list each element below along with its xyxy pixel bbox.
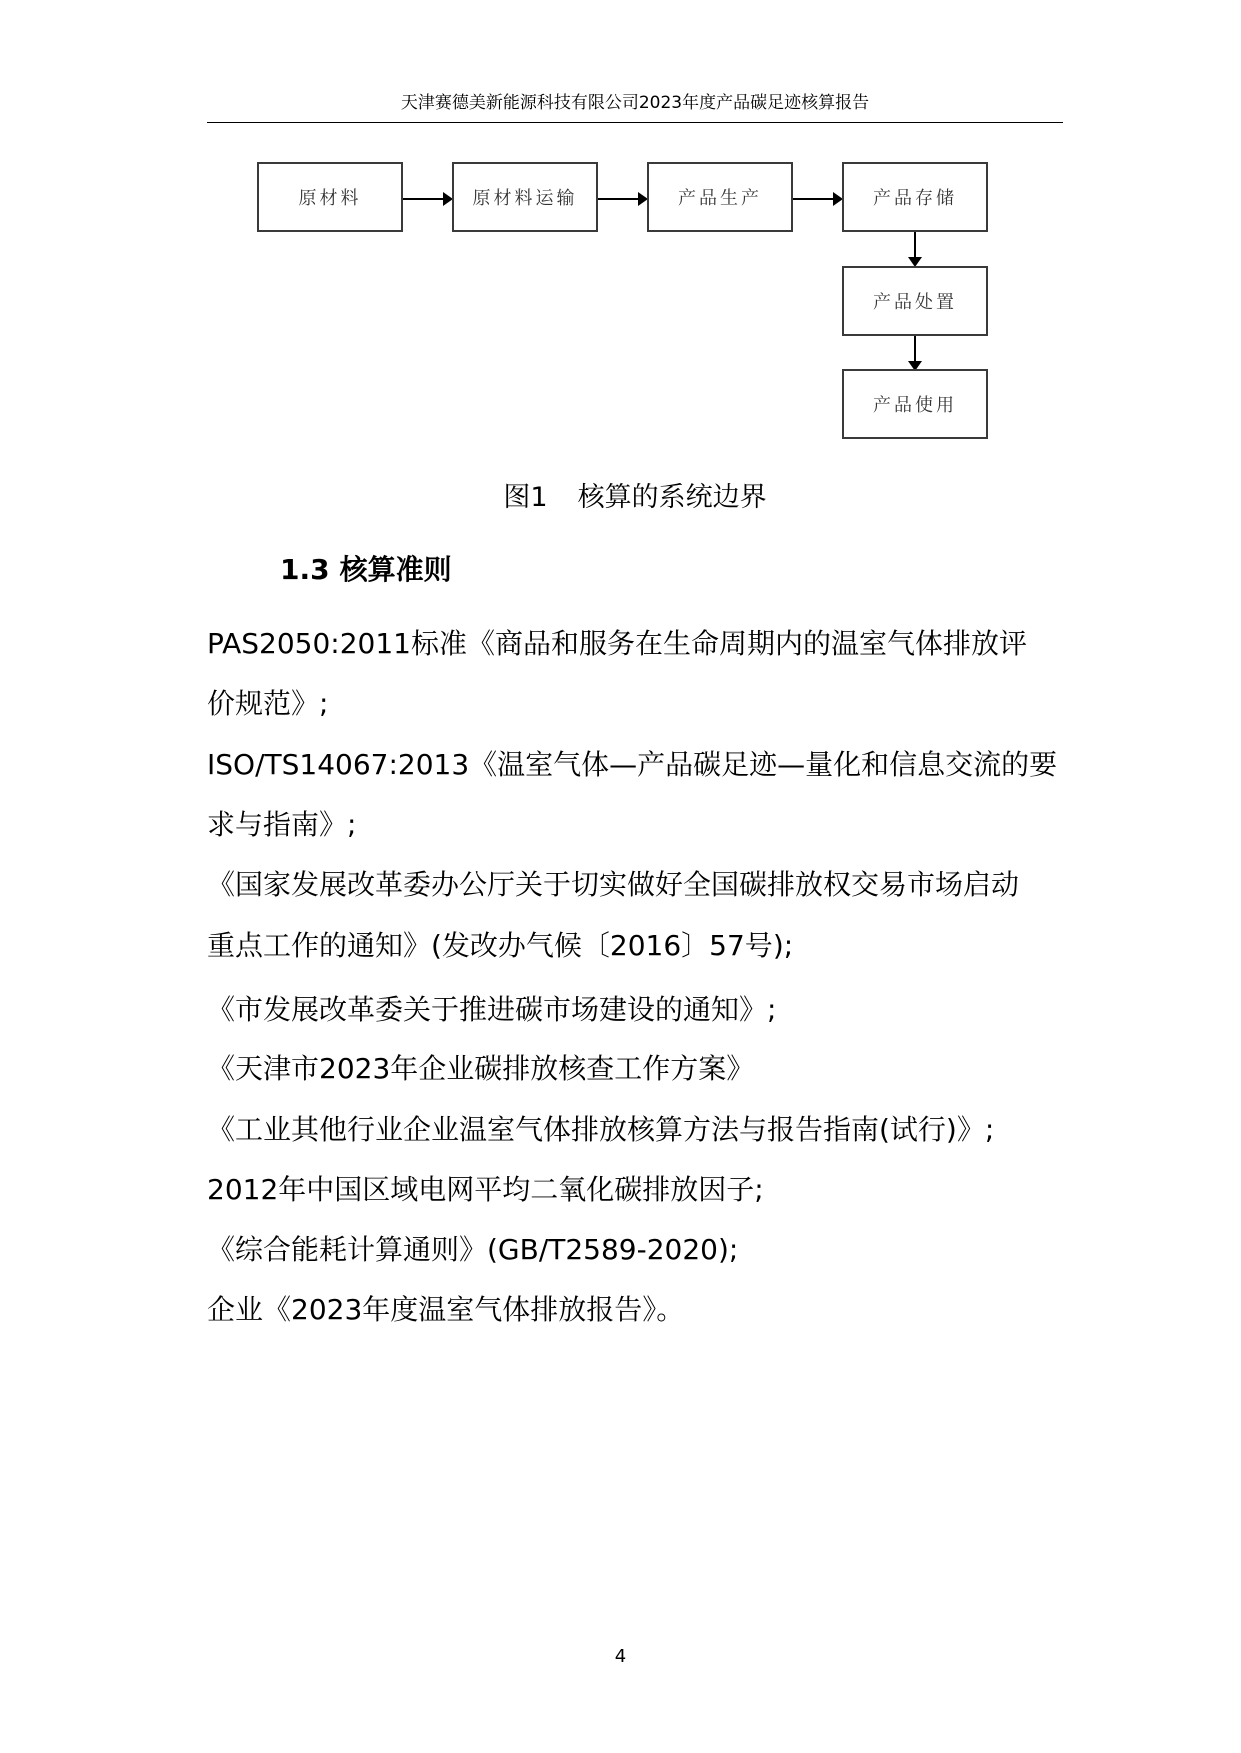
- page-header-title: 天津赛德美新能源科技有限公司2023年度产品碳足迹核算报告: [400, 93, 870, 113]
- flow-step-raw-material-transport: 原材料运输: [452, 162, 598, 232]
- flow-arrow: [793, 198, 841, 200]
- section-title: 核算准则: [339, 553, 452, 586]
- reference-line: 价规范》;: [207, 687, 329, 720]
- reference-line: 《工业其他行业企业温室气体排放核算方法与报告指南(试行)》;: [207, 1113, 995, 1146]
- reference-line: 重点工作的通知》(发改办气候〔2016〕57号);: [207, 929, 794, 962]
- flow-arrow: [914, 232, 916, 265]
- flow-arrow: [403, 198, 451, 200]
- reference-line: 《国家发展改革委办公厅关于切实做好全国碳排放权交易市场启动: [207, 868, 1020, 901]
- figure-title: 核算的系统边界: [577, 482, 767, 513]
- flow-arrow: [598, 198, 646, 200]
- reference-line: 2012年中国区域电网平均二氧化碳排放因子;: [207, 1173, 764, 1206]
- reference-line: 《天津市2023年企业碳排放核查工作方案》: [207, 1052, 755, 1085]
- figure-caption: [207, 480, 1063, 516]
- section-heading: [280, 550, 452, 590]
- reference-line: 求与指南》;: [207, 808, 357, 841]
- flow-step-use: 产品使用: [842, 369, 988, 439]
- flow-step-disposal: 产品处置: [842, 266, 988, 336]
- reference-line: 《市发展改革委关于推进碳市场建设的通知》;: [207, 993, 777, 1026]
- flow-step-raw-materials: 原材料: [257, 162, 403, 232]
- reference-line: ISO/TS14067:2013《温室气体—产品碳足迹—量化和信息交流的要: [207, 748, 1058, 781]
- flow-step-production: 产品生产: [647, 162, 793, 232]
- system-boundary-flowchart: [0, 0, 1241, 460]
- figure-number: 图1: [503, 482, 548, 513]
- reference-line: 《综合能耗计算通则》(GB/T2589-2020);: [207, 1233, 739, 1266]
- flow-step-storage: 产品存储: [842, 162, 988, 232]
- flow-arrow: [914, 336, 916, 369]
- page-number: 4: [614, 1646, 627, 1667]
- reference-line: PAS2050:2011标准《商品和服务在生命周期内的温室气体排放评: [207, 627, 1027, 660]
- section-number: 1.3: [280, 553, 330, 586]
- reference-line: 企业《2023年度温室气体排放报告》。: [207, 1293, 685, 1326]
